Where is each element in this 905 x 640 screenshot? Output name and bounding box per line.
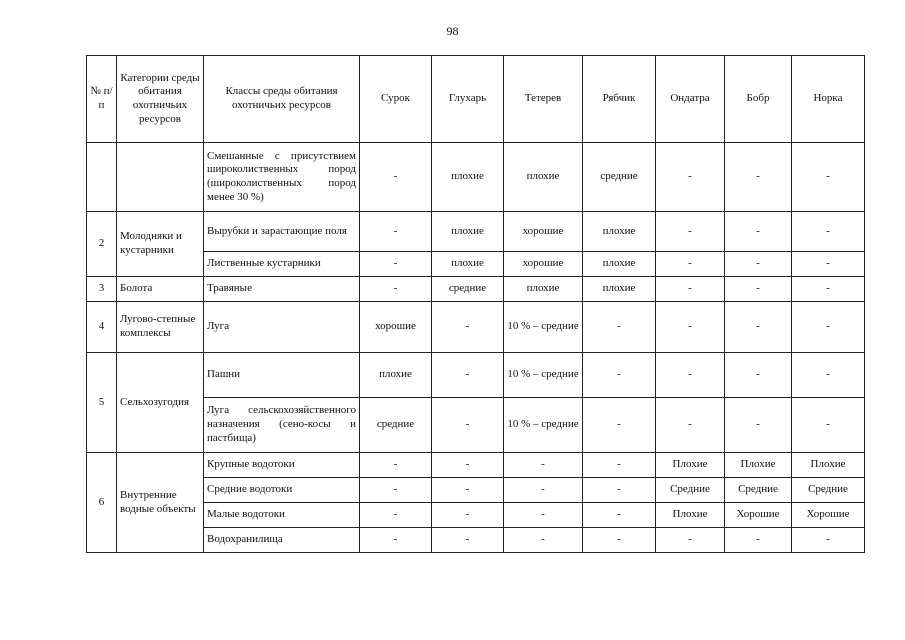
value-cell: 10 % – средние — [504, 398, 583, 453]
value-cell: Плохие — [656, 503, 725, 528]
value-cell: - — [583, 398, 656, 453]
header-category: Категории среды обитания охотничьих ресурсов — [117, 56, 204, 143]
value-cell: - — [583, 503, 656, 528]
value-cell: средние — [432, 277, 504, 302]
value-cell: - — [583, 528, 656, 553]
value-cell: хорошие — [504, 252, 583, 277]
value-cell: - — [432, 453, 504, 478]
value-cell: - — [504, 503, 583, 528]
class-cell: Вырубки и зарастающие поля — [204, 212, 360, 252]
value-cell: - — [656, 277, 725, 302]
value-cell: Средние — [725, 478, 792, 503]
row-number: 3 — [87, 277, 117, 302]
value-cell: - — [360, 143, 432, 212]
row-number: 4 — [87, 302, 117, 353]
value-cell: - — [656, 252, 725, 277]
value-cell: - — [725, 528, 792, 553]
class-cell: Луга сельскохозяйственного назначения (сено-косы и пастбища) — [204, 398, 360, 453]
value-cell: Средние — [792, 478, 865, 503]
table-row — [87, 478, 865, 503]
value-cell: Хорошие — [792, 503, 865, 528]
page-number: 98 — [446, 24, 459, 38]
value-cell: - — [656, 212, 725, 252]
class-cell: Средние водотоки — [204, 478, 360, 503]
value-cell: - — [432, 528, 504, 553]
header-species: Ондатра — [656, 56, 725, 143]
value-cell: - — [360, 503, 432, 528]
value-cell: - — [360, 528, 432, 553]
value-cell: плохие — [360, 353, 432, 398]
value-cell: - — [725, 398, 792, 453]
value-cell: Плохие — [792, 453, 865, 478]
header-species: Норка — [792, 56, 865, 143]
value-cell: - — [792, 302, 865, 353]
table-row — [87, 528, 865, 553]
table-header-row — [87, 56, 865, 143]
table-row — [87, 503, 865, 528]
value-cell: - — [725, 353, 792, 398]
class-cell: Водохранилища — [204, 528, 360, 553]
value-cell: - — [725, 277, 792, 302]
value-cell: - — [432, 302, 504, 353]
value-cell: - — [656, 302, 725, 353]
value-cell: - — [792, 528, 865, 553]
class-cell: Травяные — [204, 277, 360, 302]
category-cell: Лугово-степные комплексы — [117, 302, 204, 353]
value-cell: - — [504, 453, 583, 478]
table-row — [87, 353, 865, 398]
row-number: 2 — [87, 212, 117, 277]
value-cell: - — [725, 212, 792, 252]
value-cell: - — [656, 398, 725, 453]
class-cell: Пашни — [204, 353, 360, 398]
value-cell: - — [583, 453, 656, 478]
value-cell: - — [583, 302, 656, 353]
category-cell: Внутренние водные объекты — [117, 453, 204, 553]
value-cell: - — [725, 252, 792, 277]
value-cell: плохие — [432, 143, 504, 212]
value-cell: - — [656, 143, 725, 212]
value-cell: - — [792, 353, 865, 398]
value-cell: - — [360, 453, 432, 478]
value-cell: - — [504, 528, 583, 553]
value-cell: плохие — [583, 277, 656, 302]
value-cell: Плохие — [725, 453, 792, 478]
class-cell: Лиственные кустарники — [204, 252, 360, 277]
value-cell: хорошие — [360, 302, 432, 353]
category-cell: Молодняки и кустарники — [117, 212, 204, 277]
class-cell: Крупные водотоки — [204, 453, 360, 478]
value-cell: средние — [360, 398, 432, 453]
category-cell: Болота — [117, 277, 204, 302]
value-cell: - — [656, 528, 725, 553]
value-cell: - — [360, 277, 432, 302]
value-cell: - — [656, 353, 725, 398]
habitat-quality-table — [86, 55, 865, 553]
value-cell: хорошие — [504, 212, 583, 252]
value-cell: - — [792, 212, 865, 252]
value-cell: 10 % – средние — [504, 302, 583, 353]
value-cell: - — [360, 478, 432, 503]
table-row — [87, 212, 865, 252]
table-row — [87, 398, 865, 453]
value-cell: - — [360, 252, 432, 277]
value-cell: 10 % – средние — [504, 353, 583, 398]
value-cell: - — [792, 252, 865, 277]
table-row — [87, 453, 865, 478]
header-species: Сурок — [360, 56, 432, 143]
value-cell: - — [504, 478, 583, 503]
value-cell: Хорошие — [725, 503, 792, 528]
value-cell: - — [432, 478, 504, 503]
value-cell: плохие — [583, 252, 656, 277]
header-species: Глухарь — [432, 56, 504, 143]
table-row — [87, 252, 865, 277]
value-cell: плохие — [432, 252, 504, 277]
value-cell: - — [432, 503, 504, 528]
header-num: № п/п — [87, 56, 117, 143]
value-cell: - — [792, 398, 865, 453]
value-cell: - — [725, 302, 792, 353]
value-cell: - — [725, 143, 792, 212]
row-number — [87, 143, 117, 212]
header-species: Тетерев — [504, 56, 583, 143]
header-class: Классы среды обитания охотничьих ресурсов — [204, 56, 360, 143]
value-cell: - — [432, 398, 504, 453]
value-cell: плохие — [583, 212, 656, 252]
table-row — [87, 302, 865, 353]
table-row — [87, 277, 865, 302]
category-cell: Сельхозугодия — [117, 353, 204, 453]
header-species: Бобр — [725, 56, 792, 143]
value-cell: - — [432, 353, 504, 398]
table-row — [87, 143, 865, 212]
value-cell: Плохие — [656, 453, 725, 478]
class-cell: Смешанные с присутствием широколиственных пород (широколиственных пород менее 30 %) — [204, 143, 360, 212]
value-cell: - — [583, 353, 656, 398]
value-cell: плохие — [432, 212, 504, 252]
value-cell: Средние — [656, 478, 725, 503]
value-cell: плохие — [504, 277, 583, 302]
value-cell: плохие — [504, 143, 583, 212]
value-cell: - — [792, 143, 865, 212]
value-cell: средние — [583, 143, 656, 212]
row-number: 5 — [87, 353, 117, 453]
header-species: Рябчик — [583, 56, 656, 143]
class-cell: Малые водотоки — [204, 503, 360, 528]
class-cell: Луга — [204, 302, 360, 353]
value-cell: - — [792, 277, 865, 302]
value-cell: - — [360, 212, 432, 252]
category-cell — [117, 143, 204, 212]
row-number: 6 — [87, 453, 117, 553]
value-cell: - — [583, 478, 656, 503]
